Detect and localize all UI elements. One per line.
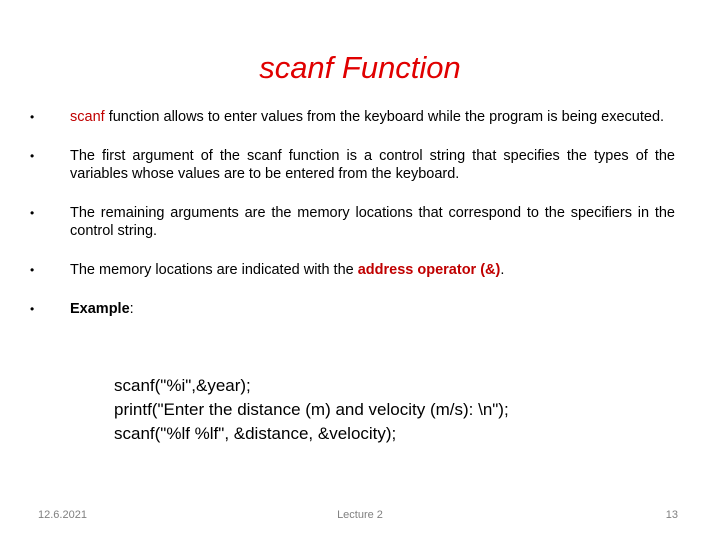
bullet-list <box>30 108 675 339</box>
slide-title: scanf Function <box>259 50 461 85</box>
keyword-scanf: scanf <box>70 109 105 125</box>
address-operator-highlight: address operator (&) <box>357 262 501 278</box>
example-label: Example: <box>70 301 134 317</box>
footer-date: 12.6.2021 <box>38 509 87 521</box>
bullet-icon: • <box>30 149 35 163</box>
code-line: scanf("%i",&year); <box>114 376 251 395</box>
code-line: scanf("%lf %lf", &distance, &velocity); <box>114 424 397 443</box>
bullet-text: The first argument of the scanf function is a control string that specifies the types of the variables whose values are to be entered from the keyboard. <box>70 148 675 182</box>
bullet-text: scanf function allows to enter values from the keyboard while the program is being executed. <box>70 109 665 125</box>
bullet-text: The remaining arguments are the memory locations that correspond to the specifiers in the control string. <box>70 205 675 239</box>
footer-lecture: Lecture 2 <box>337 509 383 521</box>
list-item <box>30 261 675 279</box>
code-line: printf("Enter the distance (m) and velocity (m/s): \n"); <box>114 400 509 419</box>
bullet-icon: • <box>30 263 35 277</box>
list-item <box>30 300 675 318</box>
bullet-icon: • <box>30 206 35 220</box>
bullet-icon: • <box>30 302 35 316</box>
list-item <box>30 108 675 126</box>
list-item <box>30 147 675 183</box>
bullet-text: The memory locations are indicated with the address operator (&). <box>70 262 505 278</box>
bullet-icon: • <box>30 110 35 124</box>
list-item <box>30 204 675 240</box>
code-example <box>114 374 509 446</box>
footer-page-number: 13 <box>665 509 678 521</box>
